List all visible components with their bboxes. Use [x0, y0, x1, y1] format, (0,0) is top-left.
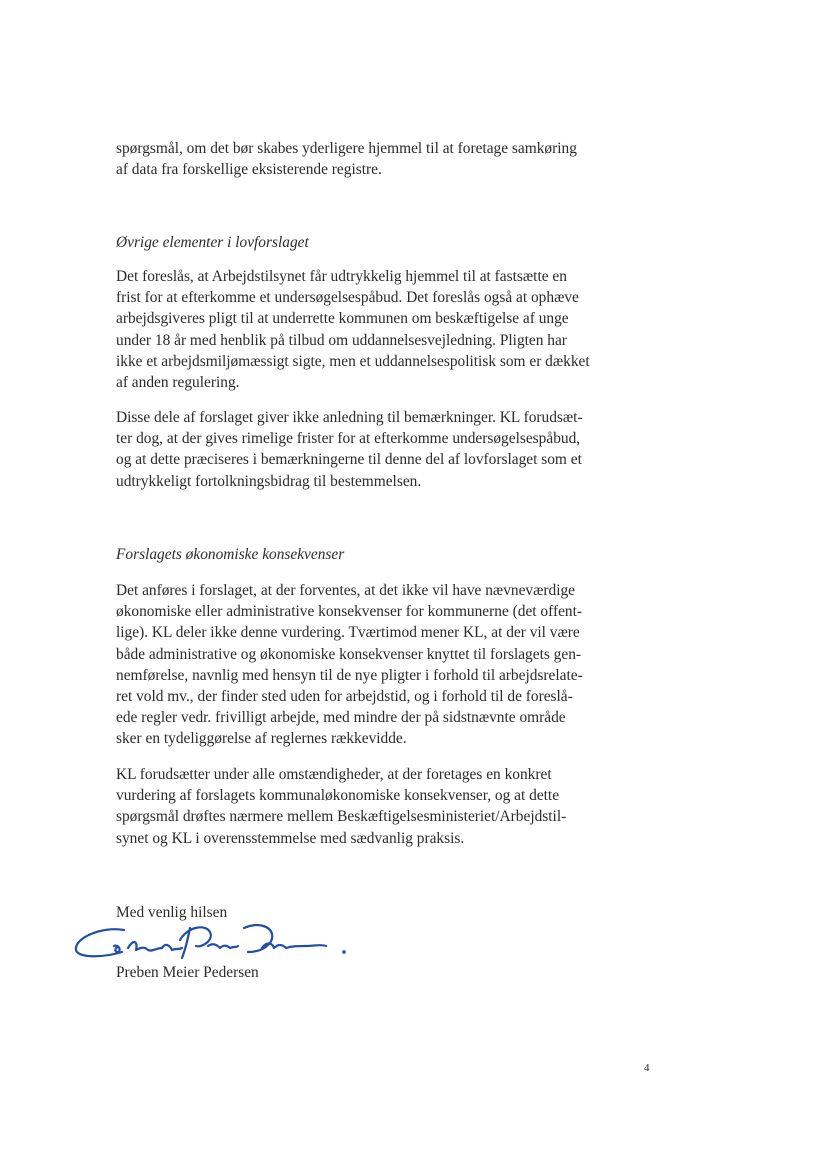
text-line: spørgsmål, om det bør skabes yderligere hjemmel til at foretage samkøring [116, 140, 577, 157]
text-line: vurdering af forslagets kommunaløkonomiske konsekvenser, og at dette [116, 787, 560, 805]
text-line: ikke et arbejdsmiljømæssigt sigte, men et uddannelsespolitisk som er dækket [116, 352, 590, 370]
text-line: Det foreslås, at Arbejdstilsynet får udtrykkelig hjemmel til at fastsætte en [116, 268, 567, 285]
text-line: frist for at efterkomme et undersøgelsespåbud. Det foreslås også at ophæve [116, 289, 579, 307]
text-line: synet og KL i overensstemmelse med sædvanlig praksis. [116, 829, 465, 847]
section2-paragraph-2 [116, 764, 566, 849]
text-line: ret vold mv., der finder sted uden for arbejdstid, og i forhold til de foreslå- [116, 688, 573, 706]
closing-greeting: Med venlig hilsen [116, 904, 228, 921]
text-line: spørgsmål drøftes nærmere mellem Beskæftigelsesministeriet/Arbejdstil- [116, 808, 567, 826]
text-line: nemførelse, navnlig med hensyn til de nye pligter i forhold til arbejdsrelate- [116, 666, 583, 684]
section-heading: Forslagets økonomiske konsekvenser [116, 546, 345, 563]
section-heading: Øvrige elementer i lovforslaget [116, 234, 309, 251]
text-line: ter dog, at der gives rimelige frister for at efterkomme undersøgelsespåbud, [116, 430, 581, 448]
section1-paragraph-1 [116, 266, 590, 393]
text-line: under 18 år med henblik på tilbud om uddannelsesvejledning. Pligten har [116, 331, 567, 349]
text-line: lige). KL deler ikke denne vurdering. Tværtimod mener KL, at der vil være [116, 624, 580, 642]
text-line: økonomiske eller administrative konsekvenser for kommunerne (det offent- [116, 603, 583, 621]
section1-paragraph-2 [116, 407, 583, 492]
text-line: både administrative og økonomiske konsekvenser knyttet til forslagets gen- [116, 645, 582, 663]
sender-name: Preben Meier Pedersen [116, 964, 259, 981]
text-line: udtrykkeligt fortolkningsbidrag til bestemmelsen. [116, 472, 422, 490]
text-line: KL forudsætter under alle omstændigheder, at der foretages en konkret [116, 766, 552, 783]
text-line: arbejdsgiveres pligt til at underrette kommunen om beskæftigelse af unge [116, 310, 569, 328]
text-line: og at dette præciseres i bemærkningerne til denne del af lovforslaget som et [116, 451, 582, 469]
text-line: Disse dele af forslaget giver ikke anledning til bemærkninger. KL forudsæt- [116, 409, 583, 426]
text-line: af anden regulering. [116, 374, 240, 392]
section2-paragraph-1 [116, 580, 583, 750]
text-line: sker en tydeliggørelse af reglernes rækkevidde. [116, 730, 407, 748]
text-line: ede regler vedr. frivilligt arbejde, med mindre der på sidstnævnte område [116, 709, 566, 727]
page-number: 4 [644, 1062, 650, 1074]
intro-paragraph [116, 138, 577, 180]
text-line: Det anføres i forslaget, at der forventes, at det ikke vil have nævneværdige [116, 582, 575, 599]
text-line: af data fra forskellige eksisterende registre. [116, 161, 382, 179]
